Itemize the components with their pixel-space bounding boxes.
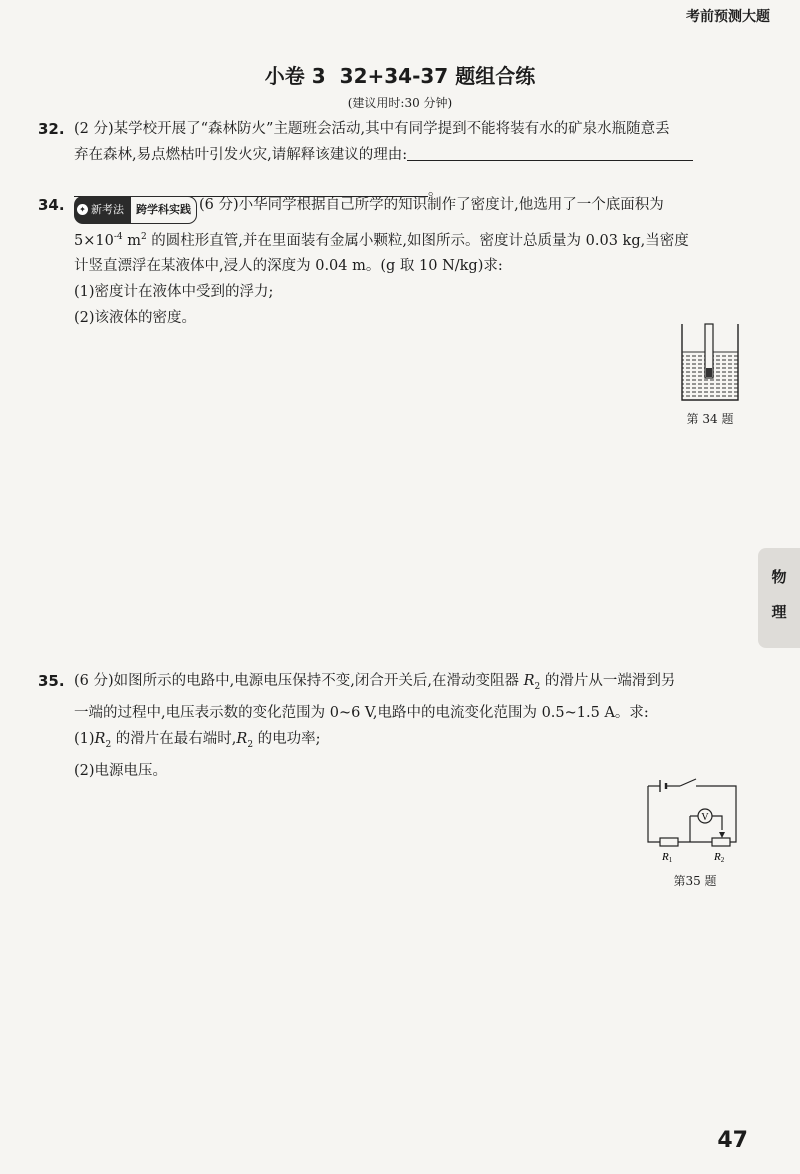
q32-line2-text: 弃在森林,易点燃枯叶引发火灾,请解释该建议的理由: <box>74 147 408 163</box>
q32-end: 。 <box>428 183 443 199</box>
figure-34-caption: 第 34 题 <box>686 412 734 426</box>
q34-line2 <box>38 224 748 254</box>
area-unit-exponent: 2 <box>140 231 147 242</box>
r2-subscript: 2 <box>105 739 112 750</box>
r2-label: R2 <box>714 851 725 864</box>
q34-line3: 计竖直漂浮在某液体中,浸人的深度为 0.04 m。(g 取 10 N/kg)求: <box>74 258 503 275</box>
area-base: 5×10 <box>74 232 114 249</box>
title-part2: 32+34-37 题组合练 <box>339 64 536 88</box>
q34-line1-text: (6 分)小华同学根据自己所学的知识制作了密度计,他选用了一个底面积为 <box>199 197 664 213</box>
q34-sub2: (2)该液体的密度。 <box>74 310 197 327</box>
question-number: 35. <box>38 672 65 690</box>
q35-line2: 一端的过程中,电压表示数的变化范围为 0~6 V,电路中的电流变化范围为 0.5~1.5 A。求: <box>74 704 649 721</box>
metal-particles <box>706 368 712 377</box>
q32-line1: (2 分)某学校开展了“森林防火”主题班会活动,其中有同学提到不能将装有水的矿泉水瓶随意丢 <box>74 121 670 137</box>
q35-sub1-a: (1) <box>74 730 95 747</box>
side-tab-char1: 物 <box>771 568 787 586</box>
suggested-time: (建议用时:30 分钟) <box>347 96 453 110</box>
page-title <box>0 60 800 89</box>
wire-left <box>648 786 660 842</box>
q35-sub1-b: 的滑片在最右端时, <box>111 730 237 747</box>
cross-subject-tag: 跨学科实践 <box>130 196 197 224</box>
q35-line1 <box>38 668 748 700</box>
r1-label: R1 <box>662 851 673 864</box>
title-part1: 小卷 3 <box>264 64 326 88</box>
area-exponent: -4 <box>113 231 123 242</box>
question-35 <box>38 668 748 784</box>
voltmeter-label: V <box>701 812 709 823</box>
q35-sub1-c: 的电功率; <box>253 730 321 747</box>
q35-line1-a: (6 分)如图所示的电路中,电源电压保持不变,闭合开关后,在滑动变阻器 <box>74 673 524 689</box>
question-number: 34. <box>38 196 65 214</box>
new-method-label: 新考法 <box>91 202 124 216</box>
rheostat-r2 <box>712 838 730 846</box>
subject-side-tab <box>758 548 800 648</box>
question-number: 32. <box>38 120 65 138</box>
q35-sub2: (2)电源电压。 <box>74 762 168 779</box>
q32-line2 <box>38 142 748 168</box>
q35-sub1 <box>38 726 748 758</box>
r-symbol: R <box>523 673 535 689</box>
figure-35-caption: 第35 题 <box>673 874 717 888</box>
question-34 <box>38 192 748 331</box>
q35-line1-b: 的滑片从一端滑到另 <box>540 673 676 689</box>
page-number: 47 <box>717 1128 748 1153</box>
q34-sub1: (1)密度计在液体中受到的浮力; <box>74 284 274 301</box>
tag-group <box>74 196 197 224</box>
r2-subscript: 2 <box>247 739 254 750</box>
new-method-tag <box>74 196 130 224</box>
bulb-icon: ✦ <box>77 204 88 215</box>
area-unit: m <box>122 232 141 249</box>
circuit-figure <box>638 776 750 868</box>
question-32 <box>38 116 748 204</box>
switch-blade <box>680 779 696 786</box>
answer-blank[interactable] <box>407 144 693 161</box>
q34-line1 <box>38 192 748 224</box>
r-symbol: R <box>236 730 248 747</box>
r2-subscript: 2 <box>534 681 541 692</box>
wire-volt-right <box>712 816 722 830</box>
hydrometer-figure <box>674 322 746 404</box>
section-header: 考前预测大题 <box>686 9 770 25</box>
q34-line2-text: 的圆柱形直管,并在里面装有金属小颗粒,如图所示。密度计总质量为 0.03 kg,当密度 <box>146 232 689 249</box>
side-tab-char2: 理 <box>771 603 787 621</box>
slider-arrow <box>719 832 725 838</box>
r-symbol: R <box>94 730 106 747</box>
resistor-r1 <box>660 838 678 846</box>
